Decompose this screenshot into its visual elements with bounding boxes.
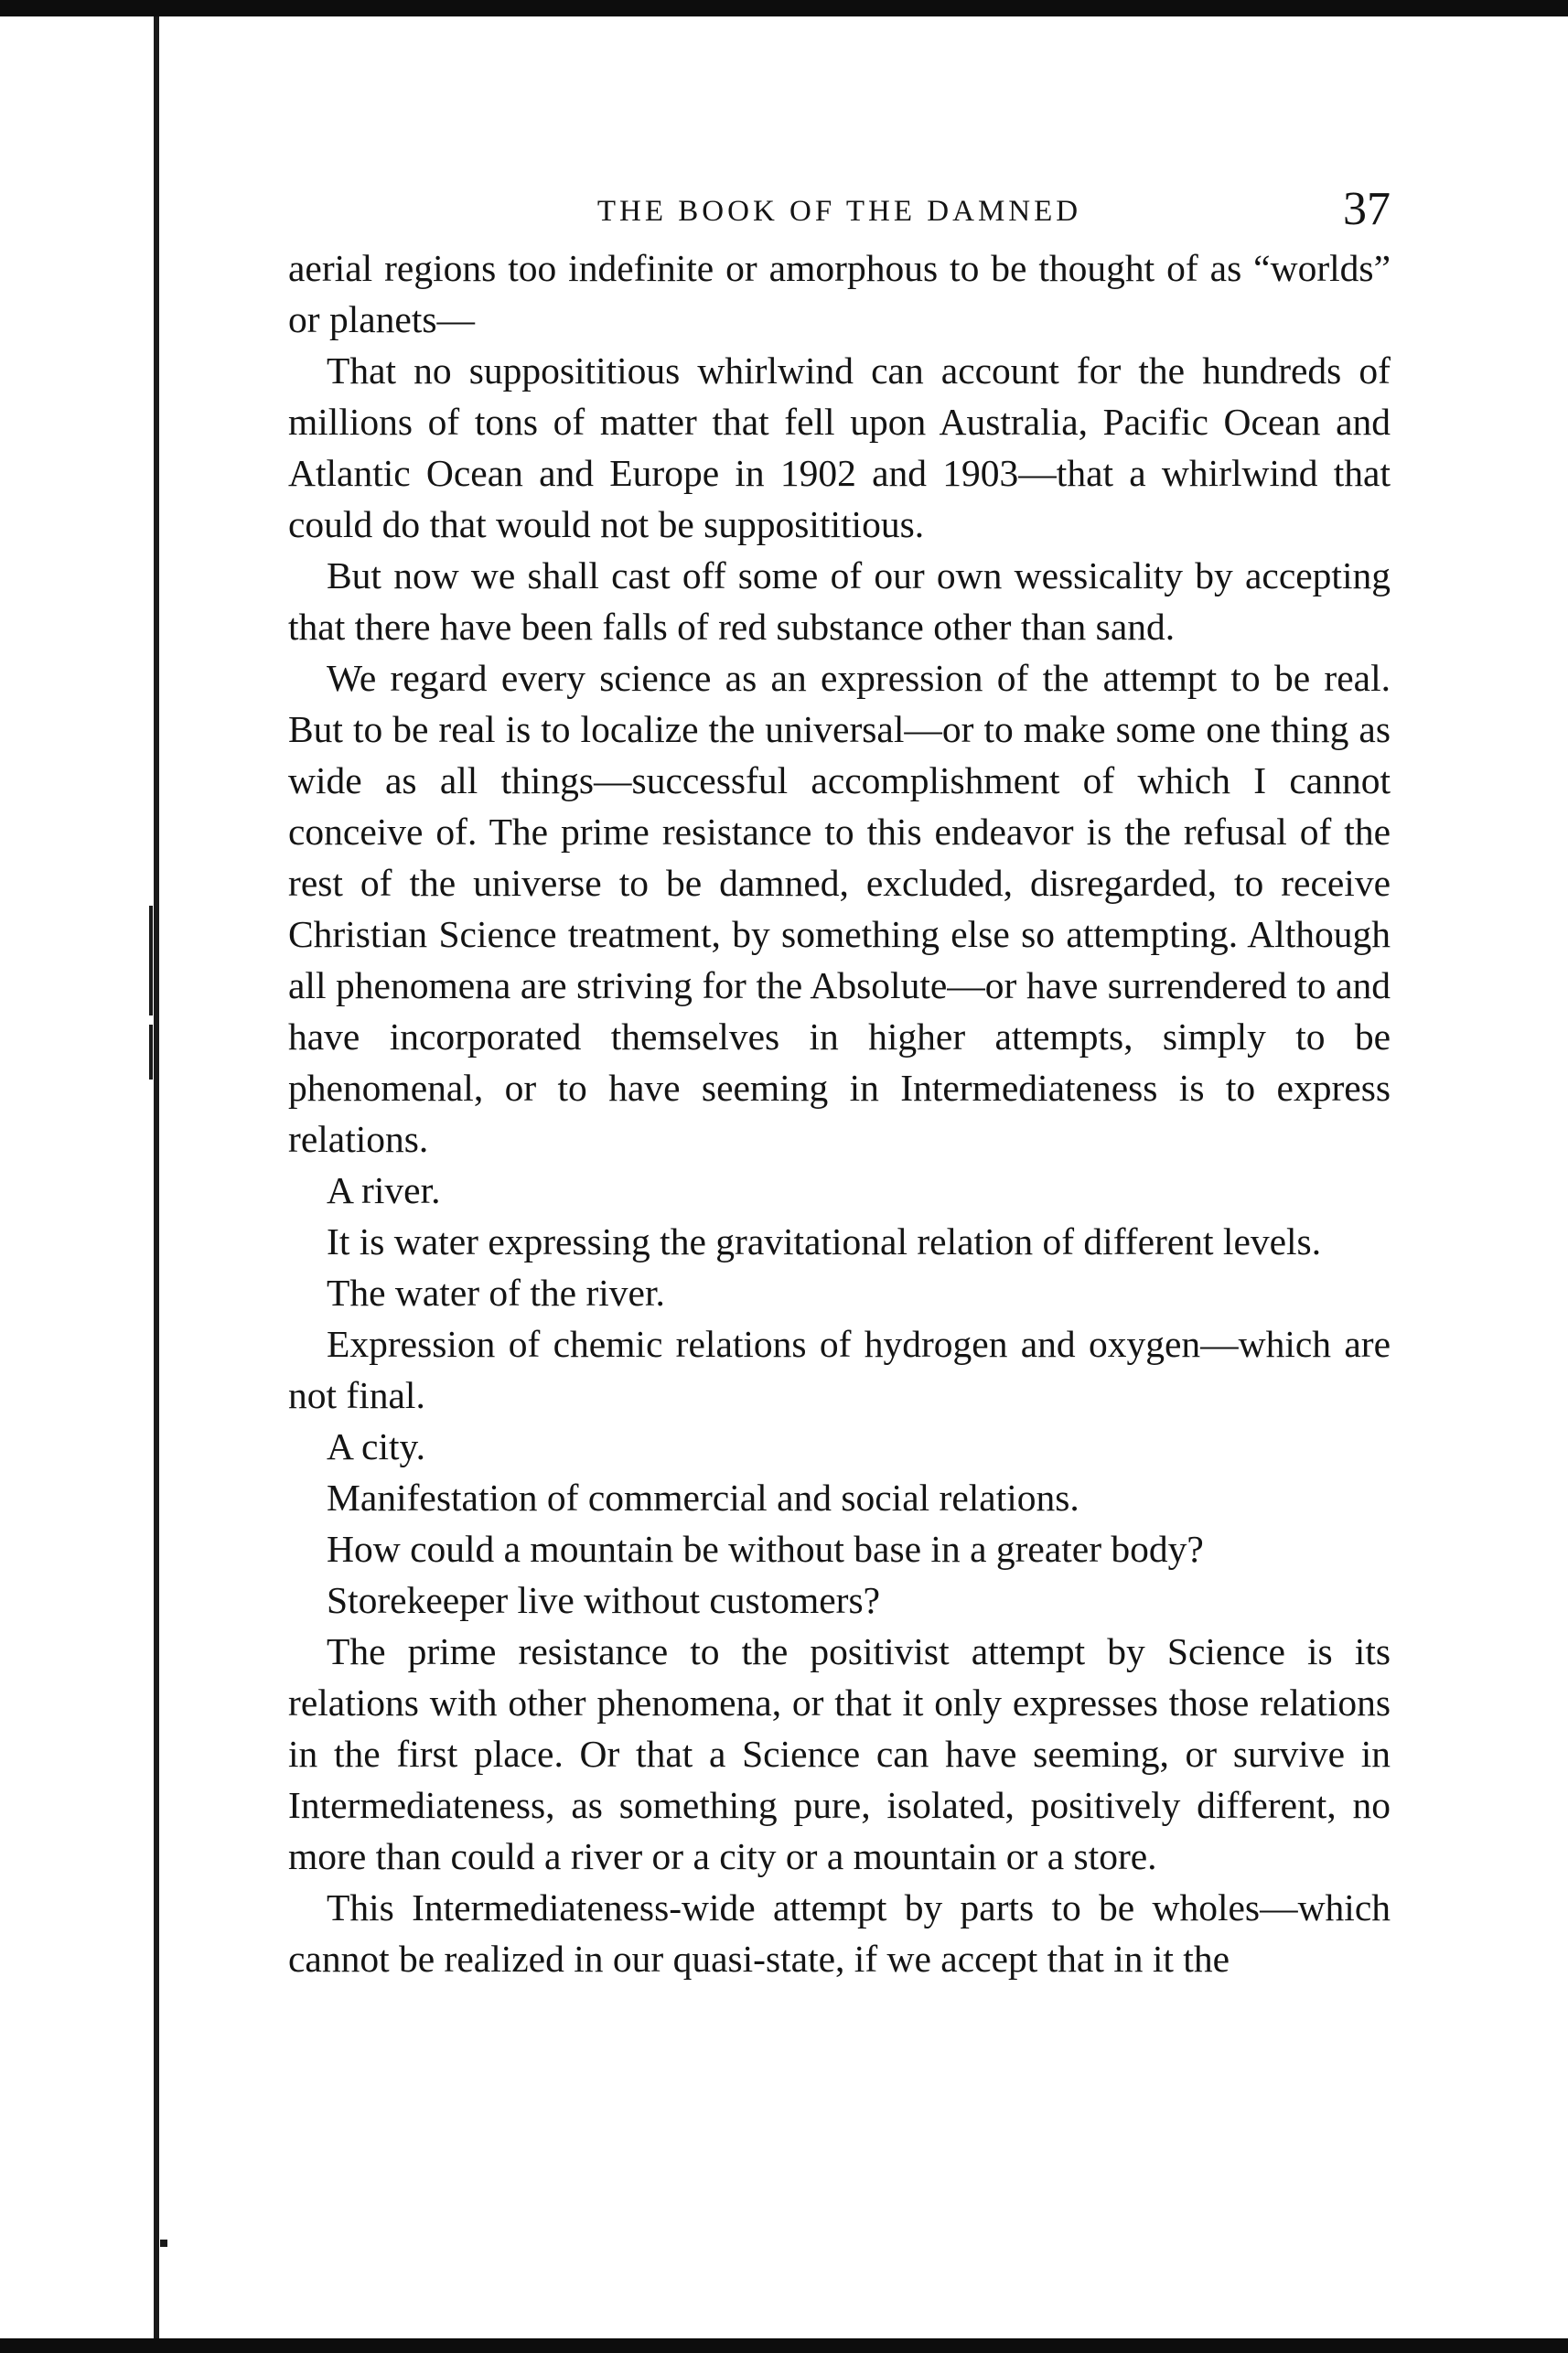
page-number: 37 — [1343, 183, 1391, 235]
paragraph: This Intermediateness-wide attempt by parts to be wholes—which cannot be realized in our quasi-state, if we accept that in it the — [288, 1886, 1391, 1980]
paragraph: But now we shall cast off some of our own wessicality by accepting that there have been falls of red substance other than sand. — [288, 554, 1391, 648]
paragraph: How could a mountain be without base in a greater body? — [327, 1528, 1204, 1570]
paragraph: Storekeeper live without customers? — [327, 1579, 881, 1621]
paragraph: Expression of chemic relations of hydrogen and oxygen—which are not final. — [288, 1323, 1391, 1416]
paragraph: Manifestation of commercial and social relations. — [327, 1477, 1079, 1519]
gutter-speck — [160, 2240, 167, 2247]
paragraph: That no supposititious whirlwind can account for the hundreds of millions of tons of matter that fell upon Australia, Pacific Ocean and Atlantic Ocean and Europe in 1902 and 1903—that a whirlwind that could do that would not be supposititious. — [288, 349, 1391, 545]
paragraph: The prime resistance to the positivist attempt by Science is its relations with other phenomena, or that it only expresses those relations in the first place. Or that a Science can have seeming, or survive in Intermediateness, as something pure, isolated, positively different, no more than could a river or a city or a mountain or a store. — [288, 1630, 1391, 1877]
paragraph: It is water expressing the gravitational relation of different levels. — [327, 1220, 1322, 1262]
page-gutter-edge — [154, 16, 159, 2340]
paragraph: The water of the river. — [327, 1272, 665, 1314]
scan-bottom-border — [0, 2338, 1568, 2353]
scan-top-border — [0, 0, 1568, 16]
paragraph: A city. — [327, 1425, 425, 1467]
body-text — [288, 242, 1391, 1984]
gutter-speck — [149, 906, 153, 1015]
gutter-speck — [149, 1025, 153, 1080]
running-head: THE BOOK OF THE DAMNED — [596, 195, 1082, 228]
paragraph: aerial regions too indefinite or amorphous to be thought of as “worlds” or planets— — [288, 247, 1391, 340]
paragraph: We regard every science as an expression of the attempt to be real. But to be real is to localize the universal—or to make some one thing as wide as all things—successful accomplishment of which I cannot conceive of. The prime resistance to this endeavor is the refusal of the rest of the universe to be damned, excluded, disregarded, to receive Christian Science treatment, by something else so attempting. Although all phenomena are striving for the Absolute—or have surrendered to and have incorporated themselves in higher attempts, simply to be phenomenal, or to have seeming in Intermediateness is to express relations. — [288, 657, 1391, 1160]
page-header — [288, 183, 1391, 242]
paragraph: A river. — [327, 1169, 441, 1211]
